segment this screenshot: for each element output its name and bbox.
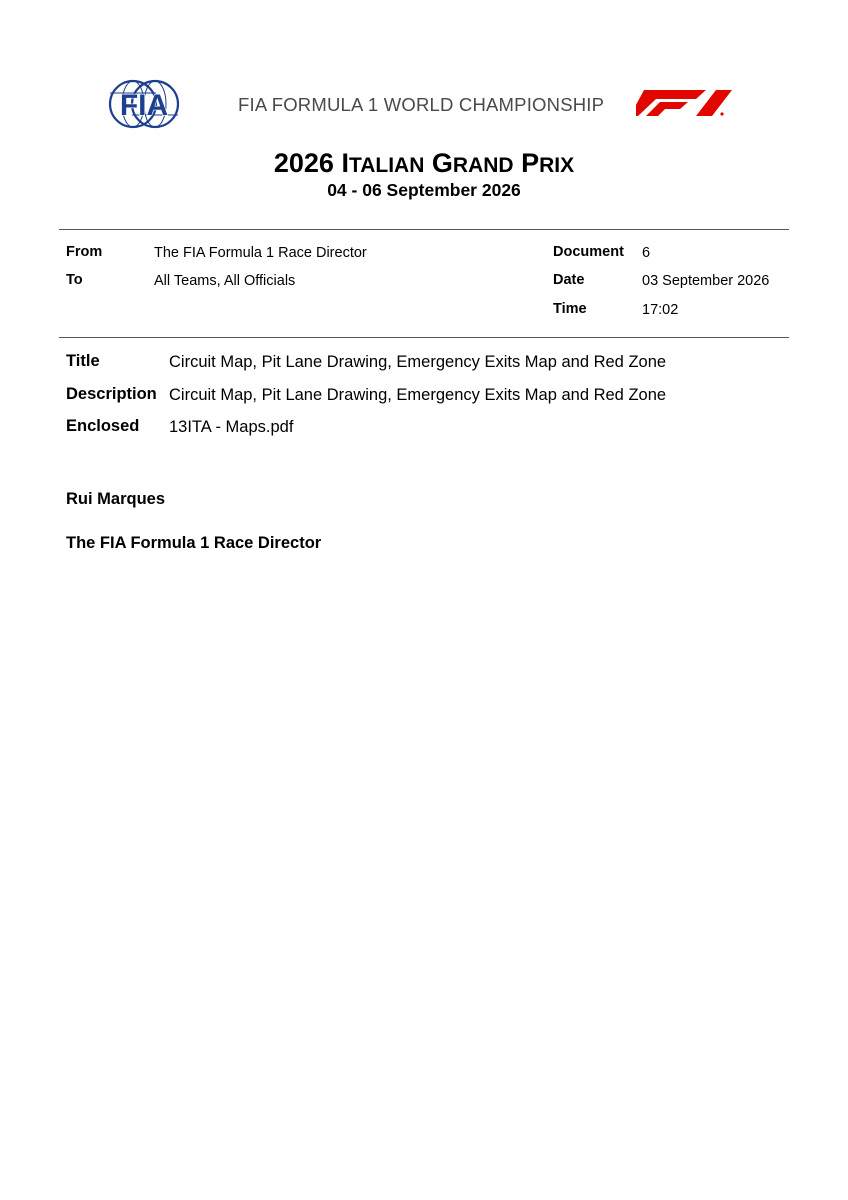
time-label: Time: [553, 301, 587, 317]
event-year: 2026: [273, 148, 334, 178]
divider-top: [59, 229, 789, 230]
description-label: Description: [66, 385, 157, 403]
from-value: The FIA Formula 1 Race Director: [154, 245, 367, 261]
document-label: Document: [553, 244, 624, 260]
event-title: [0, 148, 848, 179]
description-value: Circuit Map, Pit Lane Drawing, Emergency Exits Map and Red Zone: [169, 386, 667, 404]
event-name-word-1: ITALIAN: [341, 148, 425, 178]
title-label: Title: [66, 352, 100, 370]
svg-text:FIA: FIA: [119, 89, 169, 122]
f1-logo: [636, 88, 738, 118]
title-value: Circuit Map, Pit Lane Drawing, Emergency Exits Map and Red Zone: [169, 353, 667, 371]
date-label: Date: [553, 272, 585, 288]
signatory-role: The FIA Formula 1 Race Director: [66, 534, 322, 552]
to-value: All Teams, All Officials: [154, 273, 296, 289]
event-name-word-3: PRIX: [521, 148, 575, 178]
event-name-word-2: GRAND: [431, 148, 514, 178]
enclosed-value[interactable]: 13ITA - Maps.pdf: [169, 418, 294, 436]
time-value: 17:02: [642, 302, 679, 318]
document-value: 6: [642, 245, 651, 261]
date-value: 03 September 2026: [642, 273, 770, 289]
fia-logo: [108, 79, 180, 129]
event-dates: 04 - 06 September 2026: [327, 180, 521, 200]
from-label: From: [66, 244, 103, 260]
signatory-name: Rui Marques: [66, 490, 166, 508]
championship-title: FIA FORMULA 1 WORLD CHAMPIONSHIP: [238, 94, 605, 115]
divider-bottom: [59, 337, 789, 338]
enclosed-label: Enclosed: [66, 417, 140, 435]
to-label: To: [66, 272, 83, 288]
